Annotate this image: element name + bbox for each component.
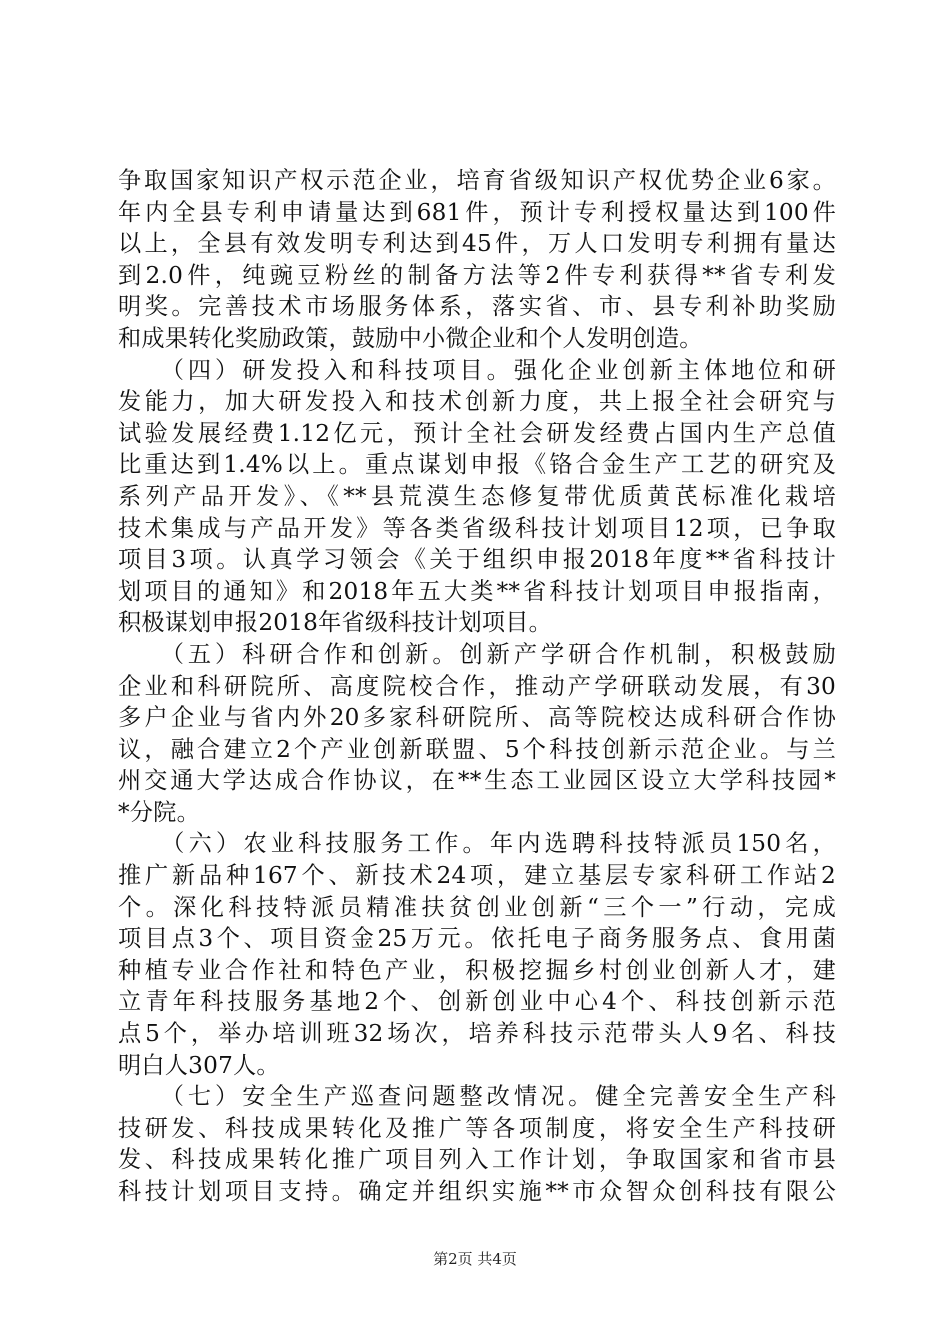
text-line: 技研发、科技成果转化及推广等各项制度，将安全生产科技研	[118, 1114, 836, 1142]
text-line: 多户企业与省内外20多家科研院所、高等院校达成科研合作协	[118, 704, 836, 732]
text-line: （六）农业科技服务工作。年内选聘科技特派员150名，	[118, 830, 836, 858]
text-line: *分院。	[118, 798, 200, 826]
text-line: 发、科技成果转化推广项目列入工作计划，争取国家和省市县	[118, 1146, 836, 1174]
text-line: 试验发展经费1.12亿元，预计全社会研发经费占国内生产总值	[118, 419, 836, 447]
text-line: 系列产品开发》、《**县荒漠生态修复带优质黄芪标准化栽培	[118, 482, 836, 510]
text-line: 企业和科研院所、高度院校合作，推动产学研联动发展，有30	[118, 672, 836, 700]
text-line: 州交通大学达成合作协议，在**生态工业园区设立大学科技园*	[118, 767, 836, 795]
text-line: 明白人307人。	[118, 1051, 280, 1079]
text-line: 以上，全县有效发明专利达到45件，万人口发明专利拥有量达	[118, 230, 836, 258]
text-line: 技术集成与产品开发》等各类省级科技计划项目12项，已争取	[118, 514, 836, 542]
text-line: 比重达到1.4%以上。重点谋划申报《铬合金生产工艺的研究及	[118, 451, 836, 479]
text-line: （四）研发投入和科技项目。强化企业创新主体地位和研	[118, 356, 836, 384]
text-line: 争取国家知识产权示范企业，培育省级知识产权优势企业6家。	[118, 167, 836, 194]
text-line: 发能力，加大研发投入和技术创新力度，共上报全社会研究与	[118, 388, 836, 416]
text-line: （七）安全生产巡查问题整改情况。健全完善安全生产科	[118, 1083, 836, 1111]
text-line: 积极谋划申报2018年省级科技计划项目。	[118, 609, 553, 637]
text-line: 到2.0件，纯豌豆粉丝的制备方法等2件专利获得**省专利发	[118, 261, 836, 289]
text-line: 议，融合建立2个产业创新联盟、5个科技创新示范企业。与兰	[118, 735, 836, 763]
text-line: 划项目的通知》和2018年五大类**省科技计划项目申报指南，	[118, 577, 836, 605]
text-line: 明奖。完善技术市场服务体系，落实省、市、县专利补助奖励	[118, 293, 836, 321]
text-line: 和成果转化奖励政策，鼓励中小微企业和个人发明创造。	[118, 324, 703, 352]
text-line: 立青年科技服务基地2个、创新创业中心4个、科技创新示范	[118, 988, 836, 1016]
text-line: 项目点3个、项目资金25万元。依托电子商务服务点、食用菌	[118, 925, 836, 953]
text-line: 项目3项。认真学习领会《关于组织申报2018年度**省科技计	[118, 546, 836, 574]
text-line: 年内全县专利申请量达到681件，预计专利授权量达到100件	[118, 198, 836, 226]
text-line: 科技计划项目支持。确定并组织实施**市众智众创科技有限公	[118, 1178, 836, 1205]
text-line: （五）科研合作和创新。创新产学研合作机制，积极鼓励	[118, 640, 836, 668]
text-line: 种植专业合作社和特色产业，积极挖掘乡村创业创新人才，建	[118, 956, 836, 984]
text-line: 点5个，举办培训班32场次，培养科技示范带头人9名、科技	[118, 1020, 836, 1048]
document-body	[118, 165, 836, 1208]
page-footer: 第2页 共4页	[433, 1250, 517, 1268]
text-line: 推广新品种167个、新技术24项，建立基层专家科研工作站2	[118, 862, 836, 890]
text-line: 个。深化科技特派员精准扶贫创业创新“三个一”行动，完成	[118, 893, 836, 921]
